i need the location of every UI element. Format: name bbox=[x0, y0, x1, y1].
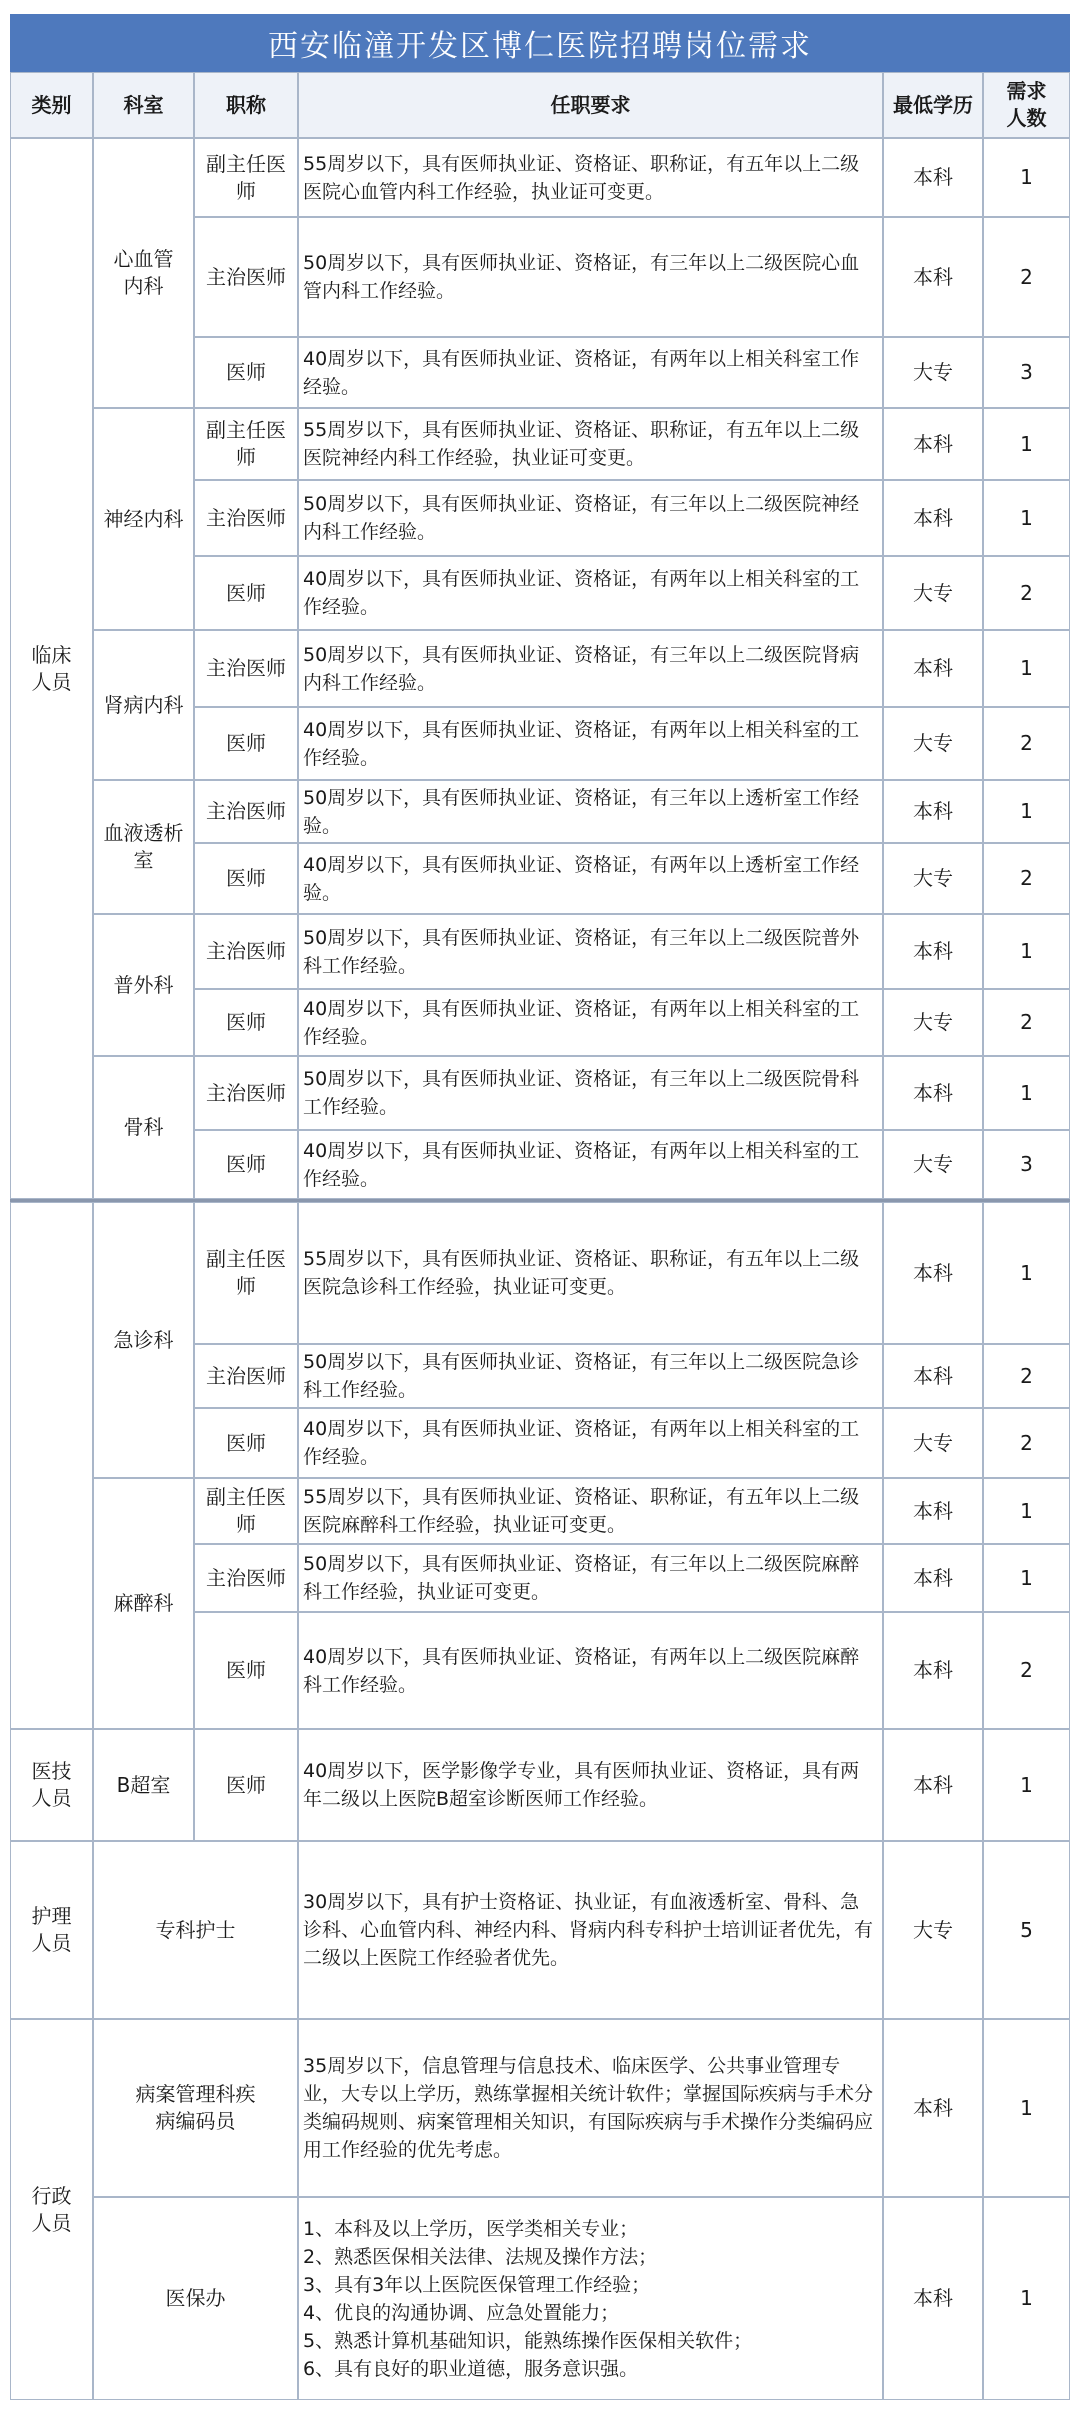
table-row-title bbox=[194, 480, 298, 556]
row-edu-text: 本科 bbox=[913, 799, 953, 823]
row-req-text: 50周岁以下，具有医师执业证、资格证，有三年以上二级医院急诊科工作经验。 bbox=[303, 1351, 860, 1401]
row-edu-text: 本科 bbox=[913, 2095, 953, 2120]
row-edu-text: 本科 bbox=[913, 1772, 953, 1797]
row-count-text: 1 bbox=[1020, 505, 1033, 530]
table-row-education bbox=[883, 989, 983, 1056]
row-req-text: 40周岁以下，具有医师执业证、资格证，有两年以上相关科室的工作经验。 bbox=[303, 1139, 860, 1190]
row-count-text: 2 bbox=[1020, 264, 1033, 289]
row-req-text: 40周岁以下，具有医师执业证、资格证，有两年以上透析室工作经验。 bbox=[303, 853, 860, 904]
category-nursing-label: 护理人员 bbox=[31, 1904, 72, 1955]
row-title-text: 医师 bbox=[226, 1152, 266, 1176]
row-edu-text: 大专 bbox=[913, 731, 953, 755]
table-row-title bbox=[194, 1130, 298, 1199]
row-count-text: 2 bbox=[1020, 866, 1033, 890]
row-title-text: 主治医师 bbox=[206, 505, 286, 530]
table-row-count bbox=[983, 138, 1070, 217]
row-req-text: 50周岁以下，具有医师执业证、资格证，有三年以上透析室工作经验。 bbox=[303, 786, 860, 837]
row-count-text: 1 bbox=[1020, 656, 1033, 680]
category-nursing bbox=[10, 1841, 93, 2019]
dept-surgery-label: 普外科 bbox=[113, 972, 174, 997]
table-row-requirements bbox=[298, 2019, 883, 2197]
row-edu-text: 本科 bbox=[913, 1260, 953, 1285]
dept-insurance bbox=[93, 2197, 298, 2400]
dept-dialysis-label: 血液透析室 bbox=[103, 821, 184, 872]
dept-neuro bbox=[93, 408, 194, 630]
dept-specialist-nurse bbox=[93, 1841, 298, 2019]
table-row-count bbox=[983, 217, 1070, 337]
table-row-count bbox=[983, 914, 1070, 989]
row-count-text: 2 bbox=[1020, 731, 1033, 755]
row-title-text: 医师 bbox=[226, 1430, 266, 1455]
table-row-requirements bbox=[298, 707, 883, 780]
row-edu-text: 本科 bbox=[913, 505, 953, 530]
table-row-education bbox=[883, 1544, 983, 1612]
row-req-text: 40周岁以下，具有医师执业证、资格证，有两年以上相关科室的工作经验。 bbox=[303, 568, 860, 618]
table-row-title bbox=[194, 1344, 298, 1408]
row-count-text: 1 bbox=[1020, 1080, 1033, 1105]
table-row-title bbox=[194, 780, 298, 843]
table-row-requirements bbox=[298, 480, 883, 556]
row-title-text: 医师 bbox=[226, 580, 266, 605]
row-count-text: 2 bbox=[1020, 1010, 1033, 1034]
row-title-text: 副主任医师 bbox=[206, 1247, 286, 1298]
table-row-count bbox=[983, 1478, 1070, 1544]
dept-anesthesia bbox=[93, 1478, 194, 1729]
table-row-requirements bbox=[298, 914, 883, 989]
row-edu-text: 大专 bbox=[913, 1917, 953, 1942]
row-req-text: 40周岁以下，具有医师执业证、资格证，有两年以上相关科室工作经验。 bbox=[303, 347, 860, 398]
table-row-title bbox=[194, 989, 298, 1056]
row-count-text: 1 bbox=[1020, 799, 1033, 823]
row-edu-text: 大专 bbox=[913, 866, 953, 890]
category-clinical-label: 临床人员 bbox=[31, 642, 72, 694]
row-title-text: 主治医师 bbox=[206, 1080, 286, 1105]
row-edu-text: 大专 bbox=[913, 1430, 953, 1455]
list-item: 5、熟悉计算机基础知识，能熟练操作医保相关软件； bbox=[303, 2329, 753, 2352]
row-req-text: 50周岁以下，具有医师执业证、资格证，有三年以上二级医院骨科工作经验。 bbox=[303, 1068, 860, 1118]
table-row-education bbox=[883, 138, 983, 217]
row-count-text: 1 bbox=[1020, 2286, 1033, 2310]
table-row-count bbox=[983, 1612, 1070, 1729]
category-admin-label: 行政人员 bbox=[31, 2183, 72, 2235]
table-row-count bbox=[983, 1729, 1070, 1841]
table-row-count bbox=[983, 707, 1070, 780]
row-title-text: 副主任医师 bbox=[206, 1485, 286, 1536]
dept-nephro-label: 肾病内科 bbox=[103, 692, 184, 717]
table-row-requirements bbox=[298, 1408, 883, 1478]
table-row-requirements bbox=[298, 1544, 883, 1612]
table-row-title bbox=[194, 1056, 298, 1130]
table-row-requirements bbox=[298, 1056, 883, 1130]
row-count-text: 2 bbox=[1020, 1658, 1033, 1682]
header-requirements-label: 任职要求 bbox=[550, 92, 631, 117]
table-row-requirements bbox=[298, 780, 883, 843]
header-education bbox=[883, 72, 983, 138]
table-row-count bbox=[983, 1344, 1070, 1408]
row-title-text: 主治医师 bbox=[206, 264, 286, 289]
table-row-count bbox=[983, 1841, 1070, 2019]
table-row-education bbox=[883, 1841, 983, 2019]
row-req-text: 55周岁以下，具有医师执业证、资格证、职称证，有五年以上二级医院麻醉科工作经验，执业证可变更。 bbox=[303, 1486, 860, 1536]
dept-anesthesia-label: 麻醉科 bbox=[113, 1591, 174, 1615]
table-row-count bbox=[983, 780, 1070, 843]
table-row-education bbox=[883, 1344, 983, 1408]
row-req-text: 40周岁以下，具有医师执业证、资格证，有两年以上相关科室的工作经验。 bbox=[303, 718, 860, 769]
category-clinical-2 bbox=[10, 1202, 93, 1729]
table-row-count bbox=[983, 843, 1070, 914]
row-req-text: 50周岁以下，具有医师执业证、资格证，有三年以上二级医院肾病内科工作经验。 bbox=[303, 643, 860, 694]
row-req-text: 40周岁以下，具有医师执业证、资格证，有两年以上相关科室的工作经验。 bbox=[303, 997, 860, 1048]
row-title-text: 主治医师 bbox=[206, 799, 286, 823]
table-row-requirements bbox=[298, 1612, 883, 1729]
row-count-text: 1 bbox=[1020, 1260, 1033, 1285]
table-row-education bbox=[883, 1408, 983, 1478]
dept-cardio-label: 心血管内科 bbox=[113, 247, 174, 298]
row-title-text: 医师 bbox=[226, 360, 266, 384]
row-count-text: 1 bbox=[1020, 431, 1033, 456]
row-req-text: 50周岁以下，具有医师执业证、资格证，有三年以上二级医院心血管内科工作经验。 bbox=[303, 252, 860, 302]
row-req-text: 50周岁以下，具有医师执业证、资格证，有三年以上二级医院普外科工作经验。 bbox=[303, 926, 860, 977]
list-item: 4、优良的沟通协调、应急处置能力； bbox=[303, 2301, 620, 2324]
dept-emergency bbox=[93, 1202, 194, 1478]
dept-records bbox=[93, 2019, 298, 2197]
table-row-count bbox=[983, 1544, 1070, 1612]
table-row-count bbox=[983, 337, 1070, 408]
table-row-requirements bbox=[298, 337, 883, 408]
row-req-text: 50周岁以下，具有医师执业证、资格证，有三年以上二级医院神经内科工作经验。 bbox=[303, 493, 860, 543]
table-row-requirements bbox=[298, 989, 883, 1056]
row-edu-text: 本科 bbox=[913, 1498, 953, 1523]
dept-surgery bbox=[93, 914, 194, 1056]
dept-nephro bbox=[93, 630, 194, 780]
category-medtech bbox=[10, 1729, 93, 1841]
table-row-requirements bbox=[298, 1729, 883, 1841]
row-req-text: 40周岁以下，具有医师执业证、资格证，有两年以上二级医院麻醉科工作经验。 bbox=[303, 1645, 860, 1696]
table-row-count bbox=[983, 2019, 1070, 2197]
row-count-text: 1 bbox=[1020, 1498, 1033, 1523]
table-row-requirements bbox=[298, 843, 883, 914]
table-row-education bbox=[883, 2197, 983, 2400]
row-title-text: 医师 bbox=[226, 1010, 266, 1034]
row-edu-text: 本科 bbox=[913, 1565, 953, 1590]
dept-insurance-label: 医保办 bbox=[165, 2286, 226, 2310]
table-row-count bbox=[983, 480, 1070, 556]
table-row-requirements bbox=[298, 1202, 883, 1344]
table-row-title bbox=[194, 1612, 298, 1729]
table-row-education bbox=[883, 843, 983, 914]
row-edu-text: 本科 bbox=[913, 264, 953, 289]
row-count-text: 2 bbox=[1020, 1430, 1033, 1455]
row-edu-text: 本科 bbox=[913, 1363, 953, 1388]
list-item: 1、本科及以上学历，医学类相关专业； bbox=[303, 2217, 639, 2240]
row-count-text: 3 bbox=[1020, 360, 1033, 384]
table-row-requirements bbox=[298, 1130, 883, 1199]
row-title-text: 主治医师 bbox=[206, 1363, 286, 1388]
row-req-text: 55周岁以下，具有医师执业证、资格证、职称证，有五年以上二级医院心血管内科工作经验，执业证可变更。 bbox=[303, 152, 860, 203]
list-item: 2、熟悉医保相关法律、法规及操作方法； bbox=[303, 2245, 658, 2268]
table-row-count bbox=[983, 1202, 1070, 1344]
table-row-education bbox=[883, 1056, 983, 1130]
table-row-requirements bbox=[298, 630, 883, 707]
table-row-count bbox=[983, 989, 1070, 1056]
table-row-requirements bbox=[298, 556, 883, 630]
category-clinical bbox=[10, 138, 93, 1199]
row-req-text: 55周岁以下，具有医师执业证、资格证、职称证，有五年以上二级医院神经内科工作经验，执业证可变更。 bbox=[303, 419, 860, 469]
table-row-requirements bbox=[298, 1841, 883, 2019]
table-row-title bbox=[194, 1408, 298, 1478]
row-title-text: 副主任医师 bbox=[206, 418, 286, 469]
dept-records-label: 病案管理科疾病编码员 bbox=[135, 2082, 256, 2133]
table-row-title bbox=[194, 707, 298, 780]
table-row-requirements bbox=[298, 2197, 883, 2400]
row-count-text: 1 bbox=[1020, 1772, 1033, 1797]
table-row-count bbox=[983, 1408, 1070, 1478]
row-edu-text: 本科 bbox=[913, 1658, 953, 1682]
row-req-text: 40周岁以下，具有医师执业证、资格证，有两年以上相关科室的工作经验。 bbox=[303, 1418, 860, 1468]
table-row-title bbox=[194, 408, 298, 480]
table-row-title bbox=[194, 337, 298, 408]
table-row-requirements bbox=[298, 138, 883, 217]
header-count-label: 需求人数 bbox=[1006, 79, 1047, 130]
table-row-education bbox=[883, 1729, 983, 1841]
header-title-label: 职称 bbox=[226, 92, 266, 117]
table-row-education bbox=[883, 2019, 983, 2197]
header-requirements bbox=[298, 72, 883, 138]
row-edu-text: 大专 bbox=[913, 360, 953, 384]
table-row-education bbox=[883, 337, 983, 408]
category-admin bbox=[10, 2019, 93, 2400]
row-count-text: 5 bbox=[1020, 1917, 1033, 1942]
row-title-text: 医师 bbox=[226, 1772, 266, 1797]
row-req-text: 35周岁以下，信息管理与信息技术、临床医学、公共事业管理专业，大专以上学历，熟练掌握相关统计软件；掌握国际疾病与手术分类编码规则、病案管理相关知识，有国际疾病与手术操作分类编码应用工作经验的优先考虑。 bbox=[303, 2055, 874, 2161]
row-edu-text: 大专 bbox=[913, 580, 953, 605]
row-edu-text: 大专 bbox=[913, 1010, 953, 1034]
row-edu-text: 本科 bbox=[913, 165, 953, 189]
table-row-count bbox=[983, 1130, 1070, 1199]
table-row-education bbox=[883, 217, 983, 337]
table-row-title bbox=[194, 1478, 298, 1544]
table-row-education bbox=[883, 408, 983, 480]
dept-neuro-label: 神经内科 bbox=[103, 506, 184, 531]
header-title bbox=[194, 72, 298, 138]
table-row-count bbox=[983, 408, 1070, 480]
table-row-title bbox=[194, 138, 298, 217]
table-row-requirements bbox=[298, 217, 883, 337]
header-category bbox=[10, 72, 93, 138]
row-title-text: 主治医师 bbox=[206, 939, 286, 963]
row-edu-text: 本科 bbox=[913, 431, 953, 456]
table-row-education bbox=[883, 780, 983, 843]
row-title-text: 主治医师 bbox=[206, 656, 286, 680]
table-row-education bbox=[883, 1202, 983, 1344]
table-row-education bbox=[883, 480, 983, 556]
table-row-title bbox=[194, 914, 298, 989]
dept-dialysis bbox=[93, 780, 194, 914]
list-item: 3、具有3年以上医院医保管理工作经验； bbox=[303, 2273, 651, 2296]
table-row-count bbox=[983, 556, 1070, 630]
table-row-title bbox=[194, 1202, 298, 1344]
row-req-text: 30周岁以下，具有护士资格证、执业证，有血液透析室、骨科、急诊科、心血管内科、神经内科、肾病内科专科护士培训证者优先，有二级以上医院工作经验者优先。 bbox=[303, 1891, 874, 1969]
table-row-education bbox=[883, 1130, 983, 1199]
header-education-label: 最低学历 bbox=[893, 92, 973, 117]
row-title-text: 医师 bbox=[226, 1658, 266, 1682]
table-title: 西安临潼开发区博仁医院招聘岗位需求 bbox=[10, 14, 1070, 72]
table-row-title bbox=[194, 556, 298, 630]
row-title-text: 主治医师 bbox=[206, 1565, 286, 1590]
table-row-education bbox=[883, 1478, 983, 1544]
dept-emergency-label: 急诊科 bbox=[113, 1327, 174, 1352]
dept-specialist-nurse-label: 专科护士 bbox=[155, 1917, 236, 1942]
list-item: 6、具有良好的职业道德，服务意识强。 bbox=[303, 2357, 639, 2380]
dept-bultrasound-label: B超室 bbox=[116, 1772, 171, 1797]
row-req-text: 55周岁以下，具有医师执业证、资格证、职称证，有五年以上二级医院急诊科工作经验，执业证可变更。 bbox=[303, 1248, 860, 1298]
table-row-requirements bbox=[298, 1478, 883, 1544]
header-count bbox=[983, 72, 1070, 138]
table-row-count bbox=[983, 1056, 1070, 1130]
table-row-education bbox=[883, 914, 983, 989]
table-row-education bbox=[883, 556, 983, 630]
row-count-text: 3 bbox=[1020, 1152, 1033, 1176]
row-count-text: 1 bbox=[1020, 939, 1033, 963]
row-edu-text: 本科 bbox=[913, 2286, 953, 2310]
row-edu-text: 本科 bbox=[913, 1080, 953, 1105]
header-department-label: 科室 bbox=[123, 92, 164, 117]
row-req-text: 50周岁以下，具有医师执业证、资格证，有三年以上二级医院麻醉科工作经验，执业证可变更。 bbox=[303, 1553, 860, 1603]
dept-ortho-label: 骨科 bbox=[123, 1115, 164, 1139]
row-count-text: 1 bbox=[1020, 165, 1033, 189]
row-edu-text: 大专 bbox=[913, 1152, 953, 1176]
row-title-text: 副主任医师 bbox=[206, 151, 286, 203]
table-row-education bbox=[883, 1612, 983, 1729]
dept-bultrasound bbox=[93, 1729, 194, 1841]
table-row-count bbox=[983, 630, 1070, 707]
dept-ortho bbox=[93, 1056, 194, 1199]
row-title-text: 医师 bbox=[226, 866, 266, 890]
row-count-text: 1 bbox=[1020, 2095, 1033, 2120]
row-count-text: 2 bbox=[1020, 580, 1033, 605]
table-row-title bbox=[194, 630, 298, 707]
row-edu-text: 本科 bbox=[913, 656, 953, 680]
row-count-text: 1 bbox=[1020, 1565, 1033, 1590]
table-row-title bbox=[194, 1729, 298, 1841]
category-medtech-label: 医技人员 bbox=[31, 1759, 72, 1810]
table-row-education bbox=[883, 630, 983, 707]
insurance-req-list bbox=[303, 2215, 752, 2383]
header-category-label: 类别 bbox=[31, 92, 72, 117]
table-row-requirements bbox=[298, 1344, 883, 1408]
table-row-count bbox=[983, 2197, 1070, 2400]
header-department bbox=[93, 72, 194, 138]
table-row-education bbox=[883, 707, 983, 780]
row-req-text: 40周岁以下，医学影像学专业，具有医师执业证、资格证，具有两年二级以上医院B超室诊断医师工作经验。 bbox=[303, 1760, 860, 1810]
row-title-text: 医师 bbox=[226, 731, 266, 755]
table-row-title bbox=[194, 1544, 298, 1612]
row-count-text: 2 bbox=[1020, 1363, 1033, 1388]
dept-cardio bbox=[93, 138, 194, 408]
table-row-title bbox=[194, 843, 298, 914]
table-row-requirements bbox=[298, 408, 883, 480]
row-edu-text: 本科 bbox=[913, 939, 953, 963]
table-row-title bbox=[194, 217, 298, 337]
